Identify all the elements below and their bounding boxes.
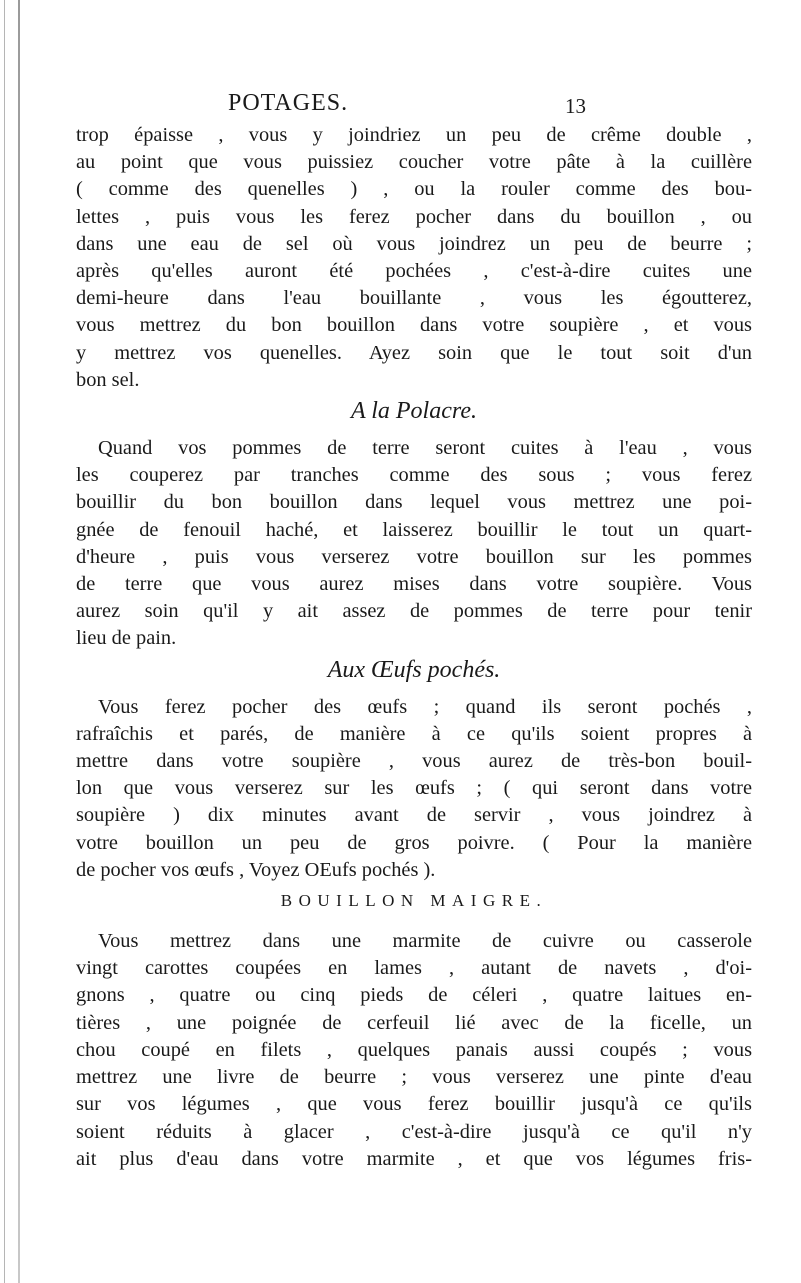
section-heading-bouillon-maigre: BOUILLON MAIGRE. [280,891,548,911]
text-line: bon sel. [76,368,140,391]
running-head [76,88,752,122]
text-line: votre bouillon un peu de gros poivre. ( Pour la manière [76,831,752,854]
book-page [76,88,752,1173]
running-title: POTAGES. [228,90,349,116]
paragraph-continuation [76,122,752,394]
text-line: soient réduits à glacer , c'est-à-dire jusqu'à ce qu'il n'y [76,1120,752,1143]
text-line: bouillir du bon bouillon dans lequel vous mettrez une poi- [76,491,752,514]
text-line: de terre que vous aurez mises dans votre soupière. Vous [76,573,752,596]
text-line: ait plus d'eau dans votre marmite , et que vos légumes fris- [76,1147,752,1170]
text-line: après qu'elles auront été pochées , c'est-à-dire cuites une [76,260,752,283]
text-line: d'heure , puis vous verserez votre bouillon sur les pommes [76,545,752,568]
text-line: soupière ) dix minutes avant de servir , vous joindrez à [76,804,752,827]
section-heading-oeufs-poches: Aux Œufs pochés. [327,656,501,683]
text-line: vous mettrez du bon bouillon dans votre soupière , et vous [76,314,752,337]
text-line: demi-heure dans l'eau bouillante , vous les égoutterez, [76,287,752,310]
text-line: sur vos légumes , que vous ferez bouillir jusqu'à ce qu'ils [76,1093,752,1116]
text-line: lon que vous verserez sur les œufs ; ( qui seront dans votre [76,777,752,800]
text-line: tières , une poignée de cerfeuil lié avec de la ficelle, un [76,1011,752,1034]
text-line: Vous mettrez dans une marmite de cuivre ou casserole [98,930,752,953]
page-number: 13 [565,94,586,118]
binding-shadow [18,0,20,1283]
text-line: mettrez une livre de beurre ; vous verserez une pinte d'eau [76,1066,752,1089]
text-line: gnée de fenouil haché, et laisserez bouillir le tout un quart- [76,518,752,541]
page-edge-line [4,0,5,1283]
text-line: les couperez par tranches comme des sous ; vous ferez [76,464,752,487]
text-line: dans une eau de sel où vous joindrez un peu de beurre ; [76,232,752,255]
paragraph-oeufs-poches [76,694,752,884]
text-line: lieu de pain. [76,627,177,650]
text-line: gnons , quatre ou cinq pieds de céleri , quatre laitues en- [76,984,752,1007]
section-heading-polacre: A la Polacre. [351,398,477,425]
text-line: chou coupé en filets , quelques panais aussi coupés ; vous [76,1038,752,1061]
text-line: de pocher vos œufs , Voyez OEufs pochés ). [76,858,436,881]
text-line: trop épaisse , vous y joindriez un peu de crême double , [76,124,752,146]
text-line: y mettrez vos quenelles. Ayez soin que le tout soit d'un [76,341,752,364]
paragraph-polacre [76,435,752,653]
text-line: ( comme des quenelles ) , ou la rouler comme des bou- [76,178,752,201]
paragraph-bouillon-maigre [76,928,752,1173]
text-line: au point que vous puissiez coucher votre pâte à la cuillère [76,151,752,174]
text-line: mettre dans votre soupière , vous aurez de très-bon bouil- [76,750,752,773]
text-line: rafraîchis et parés, de manière à ce qu'ils soient propres à [76,722,752,745]
text-line: Vous ferez pocher des œufs ; quand ils seront pochés , [98,695,752,718]
text-line: lettes , puis vous les ferez pocher dans du bouillon , ou [76,205,752,228]
text-line: Quand vos pommes de terre seront cuites à l'eau , vous [98,437,752,460]
text-line: aurez soin qu'il y ait assez de pommes de terre pour tenir [76,600,752,623]
text-line: vingt carottes coupées en lames , autant de navets , d'oi- [76,957,752,980]
